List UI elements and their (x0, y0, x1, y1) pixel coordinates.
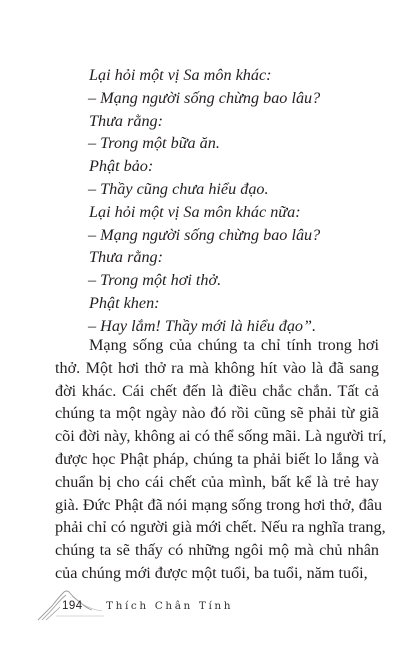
dialogue-line: Thưa rằng: (89, 111, 164, 130)
page-footer (36, 586, 296, 626)
paragraph-line: chúng ta một ngày nào đó rồi cũng sẽ phải từ giã (55, 404, 379, 423)
dialogue-line: – Mạng người sống chừng bao lâu? (88, 225, 321, 244)
dialogue-line: Thưa rằng: (89, 248, 164, 267)
paragraph-line: của chúng mới được một tuổi, ba tuổi, năm tuổi, (55, 563, 368, 582)
dialogue-line: – Hay lắm! Thầy mới là hiểu đạo”. (88, 316, 317, 335)
paragraph-line: chúng ta sẽ thấy có những ngôi mộ mà chủ nhân (55, 541, 379, 560)
dialogue-line: Phật bảo: (89, 157, 154, 176)
dialogue-line: Phật khen: (89, 293, 160, 312)
paragraph-line: phải chỉ có người già mới chết. Nếu ra nghĩa trang, (55, 518, 386, 537)
dialogue-line: Lại hỏi một vị Sa môn khác: (89, 66, 272, 84)
dialogue-line: Lại hỏi một vị Sa môn khác nữa: (89, 202, 301, 221)
paragraph-line: thở. Một hơi thở ra mà không hít vào là đã sang (55, 358, 379, 377)
paragraph-line: được học Phật pháp, chúng ta phải biết lo lắng và (55, 449, 379, 468)
dialogue-block (89, 64, 320, 338)
paragraph-line: chuẩn bị cho cái chết của mình, bất kể là trẻ hay (55, 472, 379, 491)
running-head: Thích Chân Tính (106, 600, 234, 612)
dialogue-line: – Trong một bữa ăn. (88, 134, 220, 153)
page-number: 194 (62, 600, 83, 612)
body-paragraph (55, 334, 387, 585)
paragraph-line: đời khác. Cái chết đến là điều chắc chắn. Tất cả (55, 381, 379, 400)
dialogue-line: – Trong một hơi thở. (88, 271, 222, 290)
dialogue-line: – Thầy cũng chưa hiểu đạo. (88, 179, 269, 198)
paragraph-line: già. Đức Phật đã nói mạng sống trong hơi thở, đâu (55, 495, 383, 514)
paragraph-line: cõi đời này, không ai có thể sống mãi. Là người trí, (55, 427, 387, 446)
dialogue-line: – Mạng người sống chừng bao lâu? (88, 88, 321, 107)
paragraph-line: Mạng sống của chúng ta chỉ tính trong hơi (89, 336, 379, 354)
